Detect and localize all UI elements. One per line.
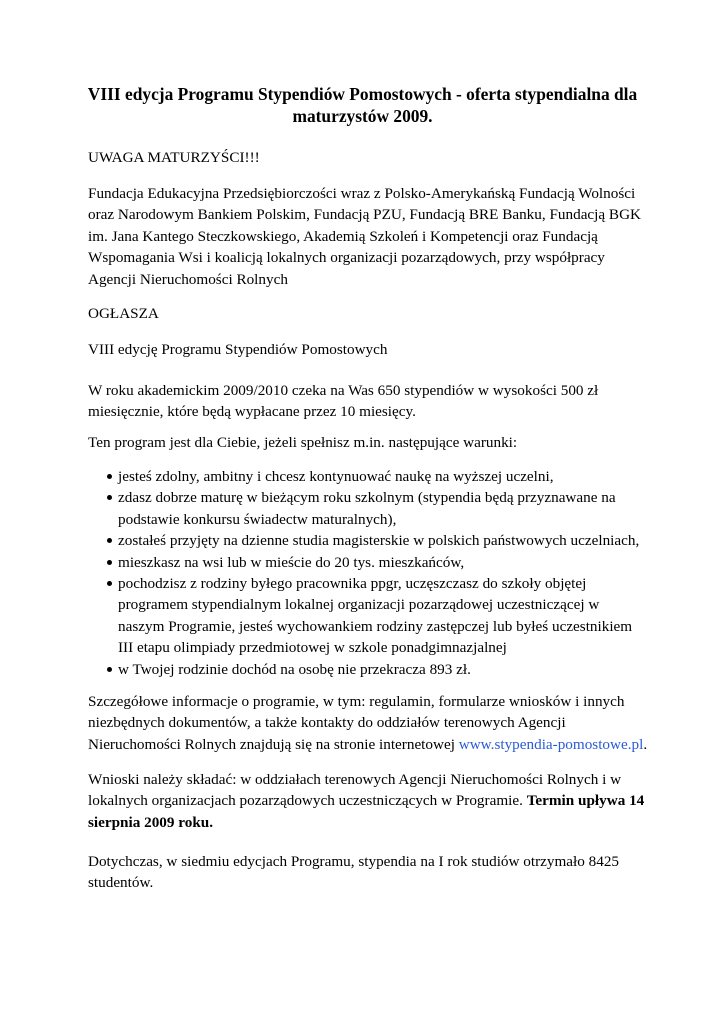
conditions-intro: Ten program jest dla Ciebie, jeżeli spełnisz m.in. następujące warunki:	[88, 434, 518, 451]
details-end: .	[643, 735, 648, 753]
deadline-text: Termin upływa 14 sierpnia 2009 roku.	[88, 792, 645, 831]
attention-heading: UWAGA MATURZYŚCI!!!	[88, 149, 260, 166]
list-item: jesteś zdolny, ambitny i chcesz kontynuować naukę na wyższej uczelni,	[88, 466, 648, 487]
announces-heading: OGŁASZA	[88, 305, 159, 322]
list-item: mieszkasz na wsi lub w mieście do 20 tys. mieszkańców,	[88, 552, 648, 573]
history-paragraph: Dotychczas, w siedmiu edycjach Programu, stypendia na I rok studiów otrzymało 8425 studentów.	[88, 853, 620, 892]
list-item: w Twojej rodzinie dochód na osobę nie przekracza 893 zł.	[88, 659, 648, 680]
list-item: zostałeś przyjęty na dzienne studia magisterskie w polskich państwowych uczelniach,	[88, 530, 648, 551]
applications-paragraph	[88, 769, 648, 833]
scholarships-paragraph: W roku akademickim 2009/2010 czeka na Was 650 stypendiów w wysokości 500 zł miesięcznie, które będą wypłacane przez 10 miesięcy.	[88, 382, 599, 421]
applications-text: Wnioski należy składać: w oddziałach terenowych Agencji Nieruchomości Rolnych i w lokalnych organizacjach pozarządowych uczestniczących w Programie.	[88, 771, 622, 810]
edition-paragraph: VIII edycję Programu Stypendiów Pomostowych	[88, 341, 388, 358]
details-paragraph	[88, 691, 648, 755]
conditions-list	[88, 466, 648, 680]
list-item: zdasz dobrze maturę w bieżącym roku szkolnym (stypendia będą przyznawane na podstawie konkursu świadectw maturalnych),	[88, 487, 648, 530]
intro-paragraph: Fundacja Edukacyjna Przedsiębiorczości wraz z Polsko-Amerykańską Fundacją Wolności oraz Narodowym Bankiem Polskim, Fundacją PZU, Fundacją BRE Banku, Fundacją BGK im. Jana Kantego Steczkowskiego, Akademią Szkoleń i Kompetencji oraz Fundacją Wspomagania Wsi i koalicją lokalnych organizacji pozarządowych, przy współpracy Agencji Nieruchomości Rolnych	[88, 185, 642, 288]
list-item: pochodzisz z rodziny byłego pracownika ppgr, uczęszczasz do szkoły objętej programem stypendialnym lokalnej organizacji pozarządowej uczestniczącej w naszym Programie, jesteś wychowankiem rodziny zastępczej lub byłeś uczestnikiem III etapu olimpiady przedmiotowej w szkole ponadgimnazjalnej	[88, 573, 648, 659]
website-link[interactable]: www.stypendia-pomostowe.pl	[458, 735, 644, 753]
details-text: Szczegółowe informacje o programie, w tym: regulamin, formularze wniosków i innych niezbędnych dokumentów, a także kontakty do oddziałów terenowych Agencji Nieruchomości Rolnych znajdują się na stronie internetowej	[88, 693, 625, 753]
document-title: VIII edycja Programu Stypendiów Pomostowych - oferta stypendialna dla maturzystów 2009.	[87, 84, 638, 126]
